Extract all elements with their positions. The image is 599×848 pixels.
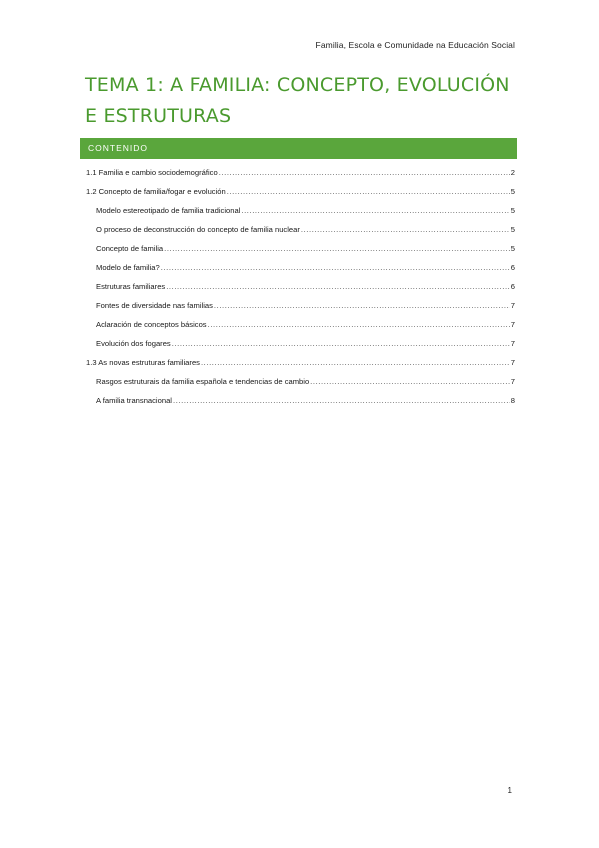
toc-entry[interactable]	[86, 263, 515, 282]
toc-entry-title: 1.2 Concepto de familia/fogar e evolución	[86, 187, 226, 196]
toc-entry-title: A familia transnacional	[96, 396, 172, 405]
toc-entry-title: 1.3 As novas estruturas familiares	[86, 358, 200, 367]
toc-dot-leader	[166, 282, 510, 291]
toc-entry-page: 7	[510, 301, 515, 310]
toc-entry[interactable]	[86, 206, 515, 225]
toc-entry-page: 6	[510, 263, 515, 272]
toc-entry-page: 5	[510, 225, 515, 234]
toc-heading: CONTENIDO	[80, 138, 517, 159]
toc-entry-page: 7	[510, 358, 515, 367]
toc-entry-page: 7	[510, 339, 515, 348]
toc-dot-leader	[310, 377, 510, 386]
toc-entry-title: Aclaración de conceptos básicos	[96, 320, 207, 329]
toc-entry[interactable]	[86, 282, 515, 301]
toc-dot-leader	[201, 358, 510, 367]
toc-entry-title: Rasgos estruturais da familia española e tendencias de cambio	[96, 377, 310, 386]
toc-entry[interactable]	[86, 301, 515, 320]
toc-dot-leader	[172, 339, 510, 348]
toc-entry-title: O proceso de deconstrucción do concepto de familia nuclear	[96, 225, 300, 234]
toc-entry-page: 5	[510, 206, 515, 215]
document-title: TEMA 1: A FAMILIA: CONCEPTO, EVOLUCIÓN E ESTRUTURAS	[85, 74, 510, 127]
toc-dot-leader	[208, 320, 510, 329]
toc-dot-leader	[161, 263, 510, 272]
toc-dot-leader	[173, 396, 510, 405]
toc-dot-leader	[241, 206, 509, 215]
toc-entry[interactable]	[86, 168, 515, 187]
toc-entry[interactable]	[86, 320, 515, 339]
toc-entry-page: 6	[510, 282, 515, 291]
toc-entry-title: Evolución dos fogares	[96, 339, 171, 348]
toc-entry-page: 7	[510, 320, 515, 329]
toc-entry-page: 7	[510, 377, 515, 386]
toc-entry[interactable]	[86, 377, 515, 396]
toc-entry-page: 2	[510, 168, 515, 177]
toc-dot-leader	[227, 187, 510, 196]
toc-entry[interactable]	[86, 244, 515, 263]
toc-entry-page: 8	[510, 396, 515, 405]
table-of-contents	[86, 168, 515, 415]
toc-entry[interactable]	[86, 187, 515, 206]
toc-dot-leader	[219, 168, 510, 177]
toc-entry-title: Modelo de familia?	[96, 263, 160, 272]
toc-entry-page: 5	[510, 187, 515, 196]
toc-entry[interactable]	[86, 358, 515, 377]
page-number: 1	[507, 786, 512, 795]
toc-entry[interactable]	[86, 396, 515, 415]
toc-dot-leader	[301, 225, 510, 234]
toc-entry[interactable]	[86, 339, 515, 358]
running-header: Familia, Escola e Comunidade na Educación Social	[315, 40, 515, 50]
toc-entry-title: Fontes de diversidade nas familias	[96, 301, 213, 310]
toc-entry-title: Estruturas familiares	[96, 282, 166, 291]
toc-dot-leader	[214, 301, 510, 310]
toc-dot-leader	[164, 244, 510, 253]
toc-entry-title: 1.1 Familia e cambio sociodemográfico	[86, 168, 218, 177]
toc-entry-page: 5	[510, 244, 515, 253]
toc-entry-title: Modelo estereotipado de familia tradicional	[96, 206, 241, 215]
toc-entry[interactable]	[86, 225, 515, 244]
toc-entry-title: Concepto de familia	[96, 244, 164, 253]
